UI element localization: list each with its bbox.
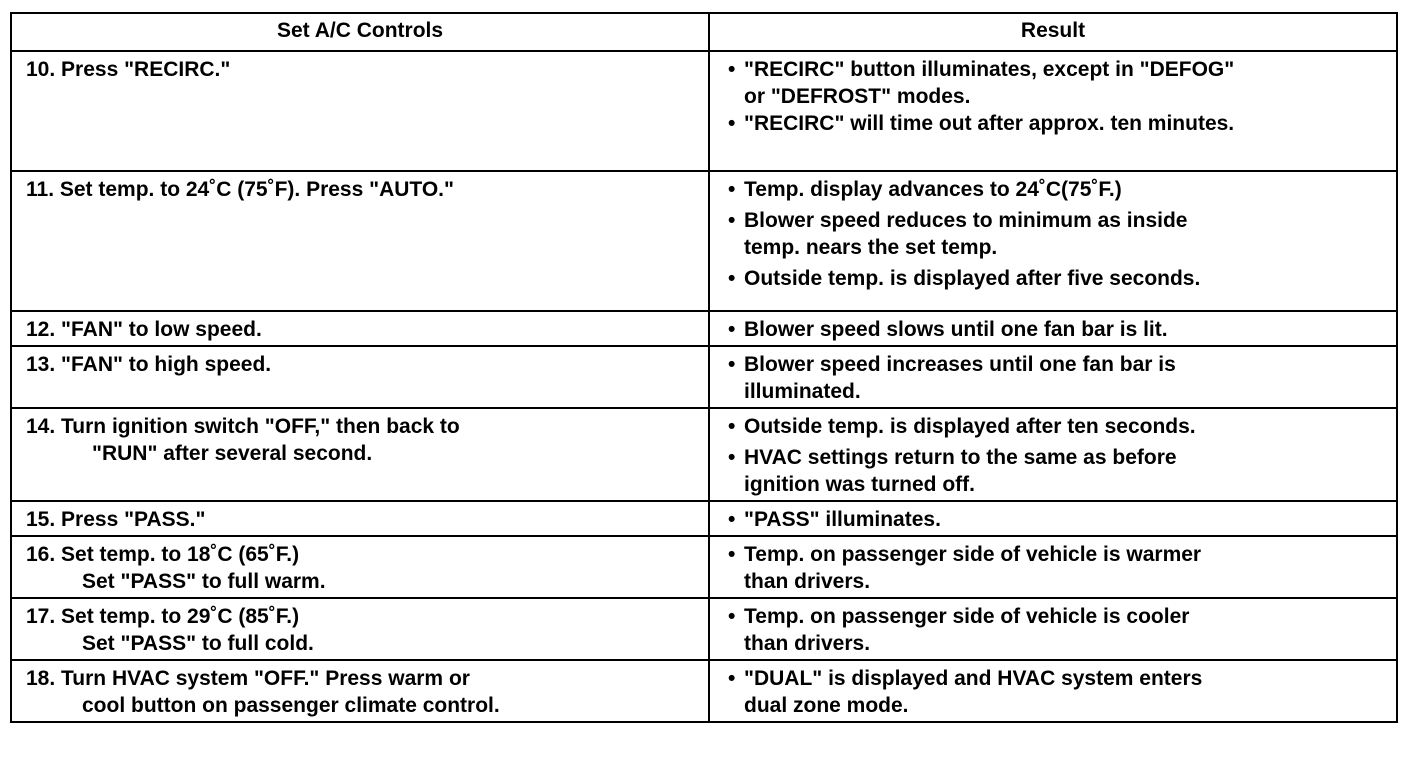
- table-row: [11, 501, 1397, 536]
- control-cell: [11, 408, 709, 501]
- result-cell: [709, 408, 1397, 501]
- result-cell: [709, 51, 1397, 171]
- result-cell: [709, 536, 1397, 598]
- control-cell: [11, 501, 709, 536]
- control-cell: [11, 171, 709, 311]
- table-row: [11, 311, 1397, 346]
- header-controls: Set A/C Controls: [11, 13, 709, 51]
- result-cell: [709, 501, 1397, 536]
- result-bullet: • HVAC settings return to the same as before: [744, 444, 1390, 471]
- result-cell: [709, 598, 1397, 660]
- control-text: 14. Turn ignition switch "OFF," then back to: [26, 415, 460, 438]
- result-bullet: • Outside temp. is displayed after ten seconds.: [744, 413, 1390, 440]
- result-continuation: temp. nears the set temp.: [744, 236, 998, 259]
- control-text: 12. "FAN" to low speed.: [26, 318, 262, 341]
- table-row: [11, 171, 1397, 311]
- result-bullet: • Temp. on passenger side of vehicle is warmer: [744, 541, 1390, 568]
- result-bullet: • "RECIRC" button illuminates, except in "DEFOG": [744, 56, 1390, 83]
- table-row: [11, 660, 1397, 722]
- result-cell: [709, 171, 1397, 311]
- control-text: 10. Press "RECIRC.": [26, 58, 231, 81]
- control-text: Set "PASS" to full warm.: [82, 570, 326, 593]
- result-bullet: • "PASS" illuminates.: [744, 506, 1390, 533]
- control-text: cool button on passenger climate control.: [82, 694, 500, 717]
- control-cell: [11, 51, 709, 171]
- result-bullet: • Blower speed reduces to minimum as inside: [744, 207, 1390, 234]
- result-cell: [709, 311, 1397, 346]
- table-row: [11, 536, 1397, 598]
- control-cell: [11, 660, 709, 722]
- result-bullet: • "DUAL" is displayed and HVAC system enters: [744, 665, 1390, 692]
- result-bullet: • Outside temp. is displayed after five seconds.: [744, 265, 1390, 292]
- control-text: 13. "FAN" to high speed.: [26, 353, 272, 376]
- result-continuation: than drivers.: [744, 570, 871, 593]
- result-bullet: • Temp. display advances to 24˚C(75˚F.): [744, 176, 1390, 203]
- header-row: [11, 13, 1397, 51]
- table-row: [11, 51, 1397, 171]
- control-text: 15. Press "PASS.": [26, 508, 206, 531]
- control-text: 18. Turn HVAC system "OFF." Press warm or: [26, 667, 470, 690]
- ac-controls-table: [10, 12, 1398, 723]
- result-bullet: • Blower speed slows until one fan bar is lit.: [744, 316, 1390, 343]
- result-continuation: than drivers.: [744, 632, 871, 655]
- control-text: "RUN" after several second.: [92, 442, 373, 465]
- result-cell: [709, 660, 1397, 722]
- control-cell: [11, 311, 709, 346]
- result-bullet: • "RECIRC" will time out after approx. ten minutes.: [744, 110, 1390, 137]
- table-row: [11, 598, 1397, 660]
- result-cell: [709, 346, 1397, 408]
- control-cell: [11, 346, 709, 408]
- result-bullet: • Temp. on passenger side of vehicle is cooler: [744, 603, 1390, 630]
- control-cell: [11, 536, 709, 598]
- result-bullet: • Blower speed increases until one fan bar is: [744, 351, 1390, 378]
- control-text: Set "PASS" to full cold.: [82, 632, 314, 655]
- control-text: 16. Set temp. to 18˚C (65˚F.): [26, 543, 300, 566]
- control-text: 17. Set temp. to 29˚C (85˚F.): [26, 605, 300, 628]
- header-result: Result: [709, 13, 1397, 51]
- table-row: [11, 346, 1397, 408]
- table-body: [11, 51, 1397, 722]
- result-continuation: dual zone mode.: [744, 694, 909, 717]
- table-row: [11, 408, 1397, 501]
- control-cell: [11, 598, 709, 660]
- result-continuation: illuminated.: [744, 380, 861, 403]
- control-text: 11. Set temp. to 24˚C (75˚F). Press "AUTO.": [26, 178, 454, 201]
- result-continuation: or "DEFROST" modes.: [744, 85, 971, 108]
- result-continuation: ignition was turned off.: [744, 473, 975, 496]
